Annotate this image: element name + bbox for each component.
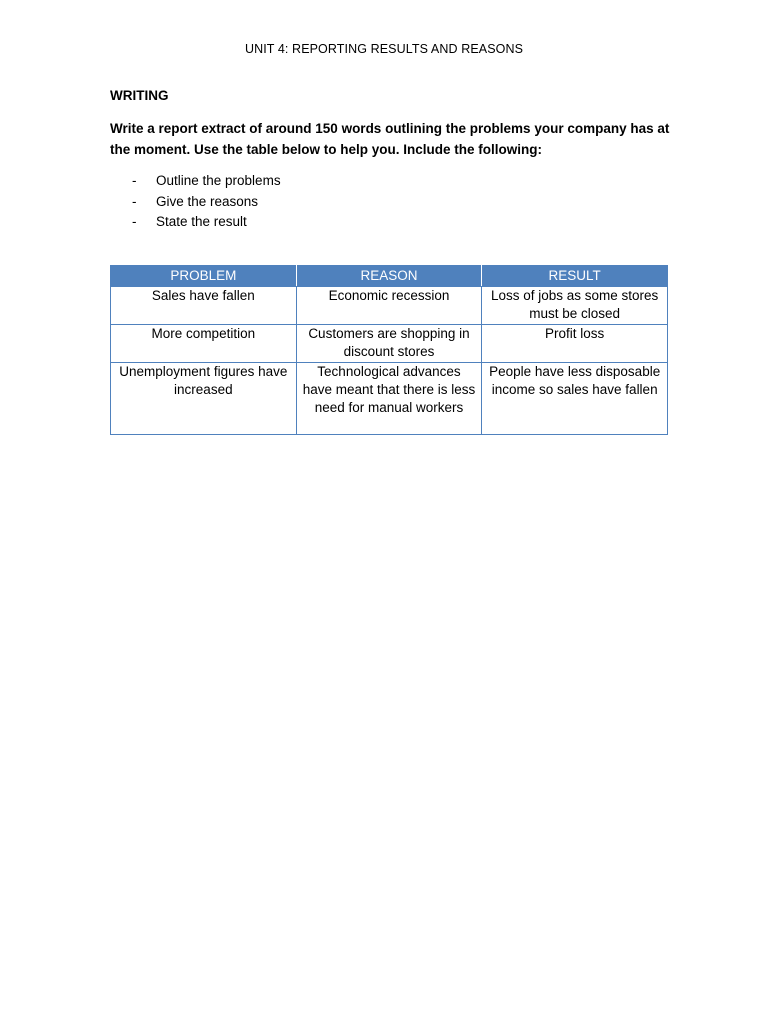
column-header-problem: PROBLEM: [111, 266, 297, 287]
bullet-dash: -: [132, 193, 137, 209]
table-header-row: [111, 266, 668, 287]
table-row: [111, 287, 668, 325]
bullet-item: [110, 192, 281, 213]
table-row: [111, 325, 668, 363]
table-cell: Loss of jobs as some stores must be closed: [482, 287, 668, 325]
instructions-text: Write a report extract of around 150 words outlining the problems your company has at the moment. Use the table below to help you. Include the following:: [110, 121, 670, 157]
table-cell: Profit loss: [482, 325, 668, 363]
column-header-result: RESULT: [482, 266, 668, 287]
bullet-text: State the result: [156, 214, 247, 229]
bullet-text: Give the reasons: [156, 193, 259, 209]
table-cell: People have less disposable income so sales have fallen: [482, 363, 668, 435]
section-title: WRITING: [110, 88, 169, 103]
table-cell: Sales have fallen: [111, 287, 297, 325]
column-header-reason: REASON: [296, 266, 482, 287]
problem-reason-result-table: [110, 265, 668, 435]
table-cell: More competition: [111, 325, 297, 363]
bullet-item: [110, 171, 281, 192]
bullet-dash: -: [132, 173, 137, 188]
bullet-text: Outline the problems: [156, 173, 281, 188]
table-cell: Customers are shopping in discount stores: [296, 325, 482, 363]
page-header: UNIT 4: REPORTING RESULTS AND REASONS: [244, 42, 524, 56]
table-cell: Unemployment figures have increased: [111, 363, 297, 435]
bullet-item: [110, 212, 281, 233]
bullet-dash: -: [132, 214, 137, 229]
table-cell: Economic recession: [296, 287, 482, 325]
table-cell: Technological advances have meant that there is less need for manual workers: [296, 363, 482, 435]
table-row: [111, 363, 668, 435]
bullet-list: [110, 171, 281, 233]
